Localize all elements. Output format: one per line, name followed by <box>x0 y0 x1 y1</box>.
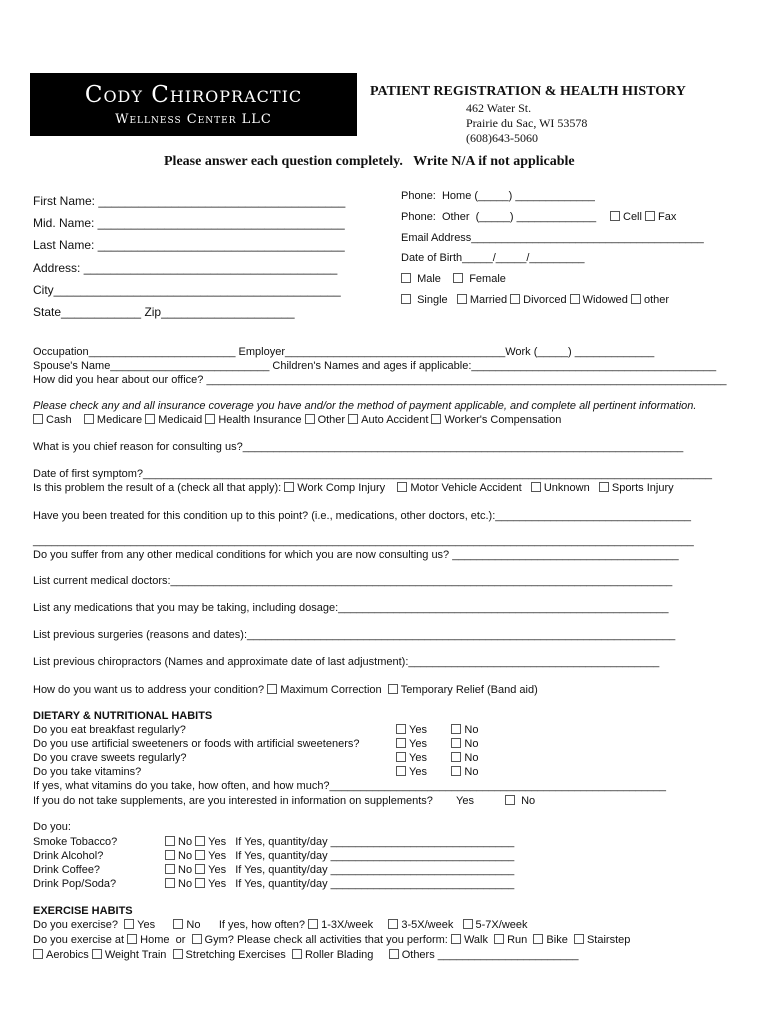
walk-label: Walk <box>463 934 488 946</box>
logo-line-2: Wellness Center LLC <box>115 112 272 127</box>
instructions: Please answer each question completely. Write N/A if not applicable <box>164 154 575 169</box>
diet-answer-3 <box>396 752 478 764</box>
phone-other-field[interactable]: Phone: Other (_____) _____________ <box>401 211 597 223</box>
stretching-checkbox[interactable] <box>173 949 183 959</box>
workers-comp-label: Worker's Compensation <box>444 414 562 426</box>
widowed-checkbox[interactable] <box>570 294 580 304</box>
others-checkbox[interactable] <box>389 949 399 959</box>
supplements-yes[interactable]: Yes <box>456 795 474 807</box>
auto-accident-label: Auto Accident <box>361 414 429 426</box>
no-label: No <box>178 836 193 848</box>
form-title: PATIENT REGISTRATION & HEALTH HISTORY <box>370 84 686 99</box>
gym-checkbox[interactable] <box>192 934 202 944</box>
diet-answer-2 <box>396 738 478 750</box>
divorced-checkbox[interactable] <box>510 294 520 304</box>
freq-3-label: 5-7X/week <box>475 919 528 931</box>
exercise-activities-row <box>33 949 579 961</box>
male-label: Male <box>417 273 441 285</box>
quantity-field[interactable]: If Yes, quantity/day ______________________________ <box>235 878 515 890</box>
spouse-line[interactable]: Spouse's Name__________________________ Children's Names and ages if applicable:________________________________________ <box>33 360 717 372</box>
cell-option[interactable] <box>610 211 676 223</box>
address-line-1: 462 Water St. <box>466 101 532 115</box>
treated-continuation-line[interactable]: ____________________________________________________________________________________________________________ <box>33 535 694 547</box>
no-checkbox[interactable] <box>451 752 461 762</box>
stairstep-checkbox[interactable] <box>574 934 584 944</box>
others-label: Others <box>401 949 435 961</box>
exercise-no-label: No <box>186 919 201 931</box>
exercise-no-checkbox[interactable] <box>173 919 183 929</box>
dob-field[interactable]: Date of Birth_____/_____/_________ <box>401 252 585 264</box>
no-label: No <box>464 752 479 764</box>
female-checkbox[interactable] <box>453 273 463 283</box>
yes-label: Yes <box>409 738 427 750</box>
freq-2-label: 3-5X/week <box>401 919 454 931</box>
other-checkbox[interactable] <box>631 294 641 304</box>
auto-accident-checkbox[interactable] <box>348 414 358 424</box>
diet-question-4: Do you take vitamins? <box>33 766 142 778</box>
medicaid-checkbox[interactable] <box>145 414 155 424</box>
occupation-line[interactable]: Occupation________________________ Employer____________________________________Work (_____) _____________ <box>33 346 655 358</box>
stretching-label: Stretching Exercises <box>185 949 286 961</box>
no-label: No <box>178 878 193 890</box>
other-insurance-checkbox[interactable] <box>305 414 315 424</box>
medicaid-label: Medicaid <box>158 414 203 426</box>
freq-3-checkbox[interactable] <box>463 919 473 929</box>
medicare-checkbox[interactable] <box>84 414 94 424</box>
yes-label: Yes <box>208 850 227 862</box>
exercise-yes-label: Yes <box>137 919 156 931</box>
weight-train-label: Weight Train <box>104 949 167 961</box>
chiropractors-field[interactable]: List previous chiropractors (Names and approximate date of last adjustment):_________________________________________ <box>33 656 660 668</box>
max-correction-label: Maximum Correction <box>280 684 382 696</box>
insurance-instruction: Please check any and all insurance coverage you have and/or the method of payment applicable, and complete all pertinent information. <box>33 400 697 412</box>
no-checkbox[interactable] <box>451 738 461 748</box>
yes-checkbox[interactable] <box>195 836 205 846</box>
diet-answer-1 <box>396 724 478 736</box>
no-label: No <box>464 766 479 778</box>
roller-blading-checkbox[interactable] <box>292 949 302 959</box>
female-label: Female <box>469 273 506 285</box>
widowed-label: Widowed <box>582 294 628 306</box>
no-label: No <box>464 724 479 736</box>
quantity-field[interactable]: If Yes, quantity/day ______________________________ <box>235 864 515 876</box>
home-label: Home <box>140 934 170 946</box>
freq-1-checkbox[interactable] <box>308 919 318 929</box>
address-field[interactable]: Address: ______________________________________ <box>33 261 338 275</box>
insurance-options <box>33 414 561 426</box>
cell-label: Cell <box>623 211 642 223</box>
yes-checkbox[interactable] <box>195 850 205 860</box>
fax-checkbox[interactable] <box>645 211 655 221</box>
other-insurance-label: Other <box>317 414 346 426</box>
diet-answer-4 <box>396 766 478 778</box>
bike-checkbox[interactable] <box>533 934 543 944</box>
married-checkbox[interactable] <box>457 294 467 304</box>
yes-label: Yes <box>409 766 427 778</box>
gender-options <box>401 273 506 285</box>
referral-line[interactable]: How did you hear about our office? _____________________________________________________________________________________ <box>33 374 727 386</box>
no-checkbox[interactable] <box>165 836 175 846</box>
yes-label: Yes <box>409 752 427 764</box>
mid-name-field[interactable]: Mid. Name: _____________________________________ <box>33 216 345 230</box>
yes-label: Yes <box>208 864 227 876</box>
no-checkbox[interactable] <box>451 766 461 776</box>
exercise-frequency-row <box>33 919 528 931</box>
first-name-field[interactable]: First Name: _____________________________________ <box>33 194 346 208</box>
stairstep-label: Stairstep <box>586 934 631 946</box>
other-label: other <box>643 294 670 306</box>
chief-reason-field[interactable]: What is you chief reason for consulting us?________________________________________________________________________ <box>33 441 684 453</box>
habit-soda: Drink Pop/Soda? <box>33 878 117 890</box>
yes-label: Yes <box>208 878 227 890</box>
habit-smoke: Smoke Tobacco? <box>33 836 118 848</box>
where-label: Do you exercise at <box>33 934 125 946</box>
single-label: Single <box>417 294 448 306</box>
state-zip-field[interactable]: State____________ Zip____________________ <box>33 305 295 319</box>
unknown-label: Unknown <box>543 482 590 494</box>
gym-label: Gym? Please check all activities that you perform: <box>204 934 448 946</box>
male-checkbox[interactable] <box>401 273 411 283</box>
quantity-field[interactable]: If Yes, quantity/day ______________________________ <box>235 850 515 862</box>
treated-field[interactable]: Have you been treated for this condition up to this point? (i.e., medications, other doctors, etc.):________________________________ <box>33 510 692 522</box>
run-label: Run <box>507 934 528 946</box>
or-label: or <box>175 934 186 946</box>
freq-2-checkbox[interactable] <box>388 919 398 929</box>
work-comp-label: Work Comp Injury <box>297 482 386 494</box>
last-name-field[interactable]: Last Name: _____________________________________ <box>33 238 345 252</box>
roller-blading-label: Roller Blading <box>304 949 374 961</box>
others-field[interactable]: _______________________ <box>437 949 579 961</box>
supplements-no-label: No <box>521 795 536 807</box>
walk-checkbox[interactable] <box>451 934 461 944</box>
habit-answer-soda <box>165 878 514 890</box>
vitamins-detail-field[interactable]: If yes, what vitamins do you take, how often, and how much?_______________________________________________________ <box>33 780 667 792</box>
medicare-label: Medicare <box>96 414 143 426</box>
health-insurance-checkbox[interactable] <box>205 414 215 424</box>
medications-field[interactable]: List any medications that you may be taking, including dosage:______________________________________________________ <box>33 602 669 614</box>
yes-checkbox[interactable] <box>396 766 406 776</box>
clinic-phone: (608)643-5060 <box>466 131 538 145</box>
home-checkbox[interactable] <box>127 934 137 944</box>
yes-checkbox[interactable] <box>195 878 205 888</box>
supplements-no-checkbox[interactable] <box>505 795 515 805</box>
dietary-heading: DIETARY & NUTRITIONAL HABITS <box>33 710 213 722</box>
quantity-field[interactable]: If Yes, quantity/day ______________________________ <box>235 836 515 848</box>
marital-options <box>401 294 669 306</box>
health-insurance-label: Health Insurance <box>218 414 302 426</box>
habit-answer-alcohol <box>165 850 514 862</box>
divorced-label: Divorced <box>523 294 567 306</box>
diet-question-3: Do you crave sweets regularly? <box>33 752 187 764</box>
mva-label: Motor Vehicle Accident <box>410 482 522 494</box>
cash-label: Cash <box>46 414 72 426</box>
diet-question-2: Do you use artificial sweeteners or foods with artificial sweeteners? <box>33 738 360 750</box>
no-label: No <box>178 850 193 862</box>
no-checkbox[interactable] <box>165 850 175 860</box>
yes-checkbox[interactable] <box>195 864 205 874</box>
sports-injury-checkbox[interactable] <box>599 482 609 492</box>
medical-doctors-field[interactable]: List current medical doctors:__________________________________________________________________________________ <box>33 575 673 587</box>
no-checkbox[interactable] <box>165 864 175 874</box>
surgeries-field[interactable]: List previous surgeries (reasons and dates):______________________________________________________________________ <box>33 629 676 641</box>
single-checkbox[interactable] <box>401 294 411 304</box>
max-correction-checkbox[interactable] <box>267 684 277 694</box>
first-symptom-field[interactable]: Date of first symptom?_____________________________________________________________________________________________ <box>33 468 712 480</box>
habit-alcohol: Drink Alcohol? <box>33 850 104 862</box>
freq-1-label: 1-3X/week <box>321 919 374 931</box>
no-label: No <box>464 738 479 750</box>
how-often-label: If yes, how often? <box>218 919 306 931</box>
run-checkbox[interactable] <box>494 934 504 944</box>
cell-checkbox[interactable] <box>610 211 620 221</box>
exercise-yes-checkbox[interactable] <box>124 919 134 929</box>
phone-home-field[interactable]: Phone: Home (_____) _____________ <box>401 190 595 202</box>
yes-label: Yes <box>208 836 227 848</box>
temp-relief-checkbox[interactable] <box>388 684 398 694</box>
habit-answer-smoke <box>165 836 514 848</box>
unknown-checkbox[interactable] <box>531 482 541 492</box>
sports-injury-label: Sports Injury <box>611 482 674 494</box>
city-field[interactable]: City___________________________________________ <box>33 283 341 297</box>
exercise-question: Do you exercise? <box>33 919 118 931</box>
supplements-question: If you do not take supplements, are you interested in information on supplements? <box>33 795 433 807</box>
yes-checkbox[interactable] <box>396 752 406 762</box>
work-comp-checkbox[interactable] <box>284 482 294 492</box>
aerobics-label: Aerobics <box>46 949 89 961</box>
clinic-logo <box>30 73 357 136</box>
weight-train-checkbox[interactable] <box>92 949 102 959</box>
yes-checkbox[interactable] <box>396 724 406 734</box>
other-conditions-field[interactable]: Do you suffer from any other medical conditions for which you are now consulting us? _____________________________________ <box>33 549 679 561</box>
workers-comp-checkbox[interactable] <box>431 414 441 424</box>
fax-label: Fax <box>658 211 677 223</box>
email-field[interactable]: Email Address______________________________________ <box>401 232 704 244</box>
yes-label: Yes <box>409 724 427 736</box>
mva-checkbox[interactable] <box>397 482 407 492</box>
married-label: Married <box>469 294 508 306</box>
address-condition-options <box>33 684 538 696</box>
yes-checkbox[interactable] <box>396 738 406 748</box>
aerobics-checkbox[interactable] <box>33 949 43 959</box>
cause-question: Is this problem the result of a (check all that apply): <box>33 482 282 494</box>
diet-question-1: Do you eat breakfast regularly? <box>33 724 186 736</box>
do-you-label: Do you: <box>33 821 71 833</box>
no-checkbox[interactable] <box>165 878 175 888</box>
supplements-no <box>505 795 535 807</box>
habit-coffee: Drink Coffee? <box>33 864 101 876</box>
no-checkbox[interactable] <box>451 724 461 734</box>
logo-line-1: Cody Chiropractic <box>84 82 303 108</box>
no-label: No <box>178 864 193 876</box>
temp-relief-label: Temporary Relief (Band aid) <box>400 684 538 696</box>
address-line-2: Prairie du Sac, WI 53578 <box>466 116 588 130</box>
cash-checkbox[interactable] <box>33 414 43 424</box>
bike-label: Bike <box>546 934 568 946</box>
address-condition-question: How do you want us to address your condition? <box>33 684 265 696</box>
exercise-heading: EXERCISE HABITS <box>33 905 133 917</box>
cause-options <box>33 482 674 494</box>
habit-answer-coffee <box>165 864 514 876</box>
exercise-location-row <box>33 934 630 946</box>
